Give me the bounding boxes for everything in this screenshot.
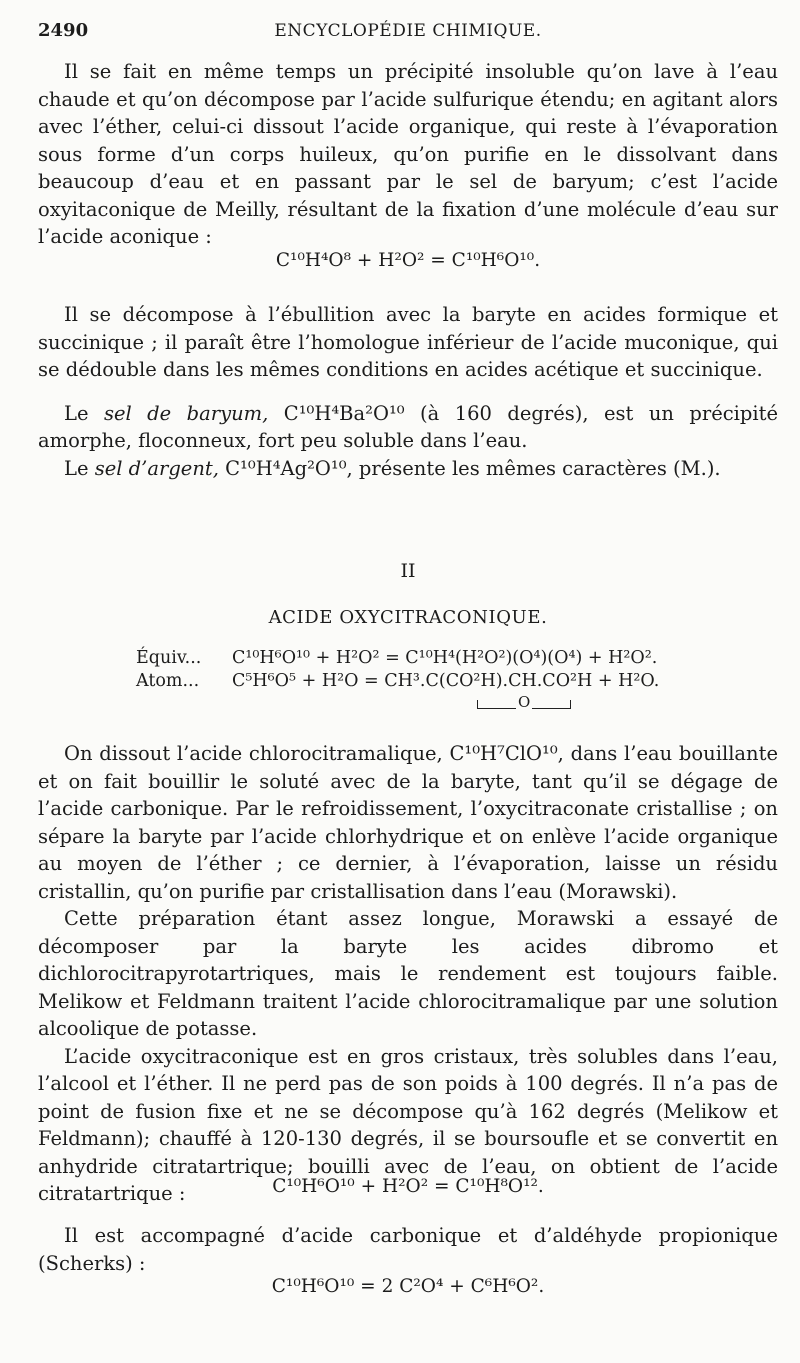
paragraph-properties: L’acide oxycitraconique est en gros cristaux, très solubles dans l’eau, l’alcool et l’éther. Il ne perd pas de son poids à 100 degrés. Il n’a pas de point de fusion fixe et ne se décompose qu’à 162 degrés (Melikow et Feldmann); chauffé à 120-130 degrés, il se boursoufle et se convertit en anhydride citratartrique; bouilli avec de l’eau, on obtient de l’acide citratartrique : xyxy=(38,1044,778,1205)
paragraph-block-3 xyxy=(38,740,778,1208)
paragraph-rest: C¹⁰H⁴Ag²O¹⁰, présente les mêmes caractères (M.). xyxy=(218,456,721,480)
equation-label-atom: Atom... xyxy=(136,671,200,691)
section-title: ACIDE OXYCITRACONIQUE. xyxy=(268,607,548,628)
paragraph-rest: C¹⁰H⁴Ba²O¹⁰ (à 160 degrés), est un précipité amorphe, floconneux, fort peu soluble dans l’eau. xyxy=(38,401,778,452)
paragraph: Il se décompose à l’ébullition avec la baryte en acides formique et succinique ; il paraît être l’homologue inférieur de l’acide muconique, qui se dédouble dans les mêmes conditions en acides acétique et succinique. xyxy=(38,303,778,381)
equation-label-equiv: Équiv... xyxy=(136,648,202,668)
equation-formula-atom: C⁵H⁶O⁵ + H²O = CH³.C(CO²H).CH.CO²H + H²O. xyxy=(232,671,660,691)
equation-atom xyxy=(136,671,659,691)
paragraph-prefix: Le xyxy=(64,456,89,480)
paragraph-prefix: Le xyxy=(64,401,89,425)
equation-formula-equiv: C¹⁰H⁶O¹⁰ + H²O² = C¹⁰H⁴(H²O²)(O⁴)(O⁴) + H²O². xyxy=(232,648,658,668)
page-number: 2490 xyxy=(38,20,89,41)
paragraph-block-4 xyxy=(38,1222,778,1277)
paragraph-preparation: On dissout l’acide chlorocitramalique, C¹⁰H⁷ClO¹⁰, dans l’eau bouillante et on fait bouillir le soluté avec de la baryte, tant qu’il se dégage de l’acide carbonique. Par le refroidissement, l’oxycitraconate cristallise ; on sépare la baryte par l’acide chlorhydrique et on enlève l’acide organique au moyen de l’éther ; ce dernier, à l’évaporation, laisse un résidu cristallin, qu’on purifie par cristallisation dans l’eau (Morawski). xyxy=(38,742,778,903)
equation-equiv xyxy=(136,648,657,668)
paragraph-block-2 xyxy=(38,301,778,482)
term-sel-d-argent: sel d’argent, xyxy=(94,456,219,480)
page-header xyxy=(38,20,778,44)
formula-decomposition: C¹⁰H⁶O¹⁰ = 2 C²O⁴ + C⁶H⁶O². xyxy=(271,1276,545,1297)
formula-citratartric: C¹⁰H⁶O¹⁰ + H²O² = C¹⁰H⁸O¹². xyxy=(272,1176,544,1197)
paragraph: Il se fait en même temps un précipité insoluble qu’on lave à l’eau chaude et qu’on décompose par l’acide sulfurique étendu; en agitant alors avec l’éther, celui-ci dissout l’acide organique, qui reste à l’évaporation sous forme d’un corps huileux, qu’on purifie en le dissolvant dans beaucoup d’eau et en passant par le sel de baryum; c’est l’acide oxyitaconique de Meilly, résultant de la fixation d’une molécule d’eau sur l’acide aconique : xyxy=(38,60,778,248)
paragraph-silver-salt xyxy=(38,455,778,483)
running-title: ENCYCLOPÉDIE CHIMIQUE. xyxy=(274,21,542,41)
paragraph-block-1 xyxy=(38,58,778,251)
paragraph-morawski: Cette préparation étant assez longue, Morawski a essayé de décomposer par la baryte les acides dibromo et dichlorocitrapyrotartriques, mais le rendement est toujours faible. Melikow et Feldmann traitent l’acide chlorocitramalique par une solution alcoolique de potasse. xyxy=(38,907,778,1040)
paragraph-scherks: Il est accompagné d’acide carbonique et d’aldéhyde propionique (Scherks) : xyxy=(38,1224,778,1275)
section-number: II xyxy=(400,560,416,582)
term-sel-de-baryum: sel de baryum, xyxy=(103,401,269,425)
bracket-oxygen-label: O xyxy=(518,693,531,711)
formula-aconic-hydration: C¹⁰H⁴O⁸ + H²O² = C¹⁰H⁶O¹⁰. xyxy=(275,250,541,271)
paragraph-barium-salt xyxy=(38,400,778,455)
